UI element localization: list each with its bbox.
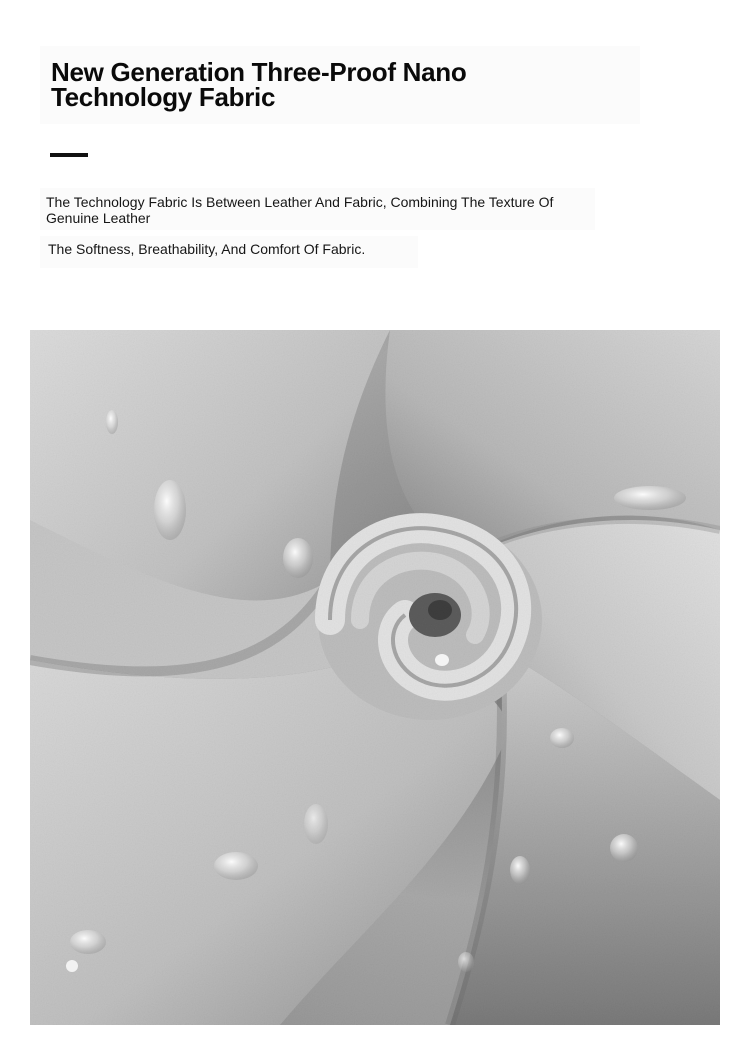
page-title-line-2: Technology Fabric: [51, 82, 276, 112]
description-line-1: The Technology Fabric Is Between Leather And Fabric, Combining The Texture Of Genuine Leather: [46, 194, 554, 226]
page-title: [51, 57, 611, 112]
page-title-line-1: New Generation Three-Proof Nano: [51, 57, 467, 87]
title-divider: [50, 153, 88, 157]
description-line-2: The Softness, Breathability, And Comfort Of Fabric.: [48, 241, 366, 257]
fabric-photo: [30, 330, 720, 1025]
fabric-swirl-illustration: [30, 330, 720, 1025]
